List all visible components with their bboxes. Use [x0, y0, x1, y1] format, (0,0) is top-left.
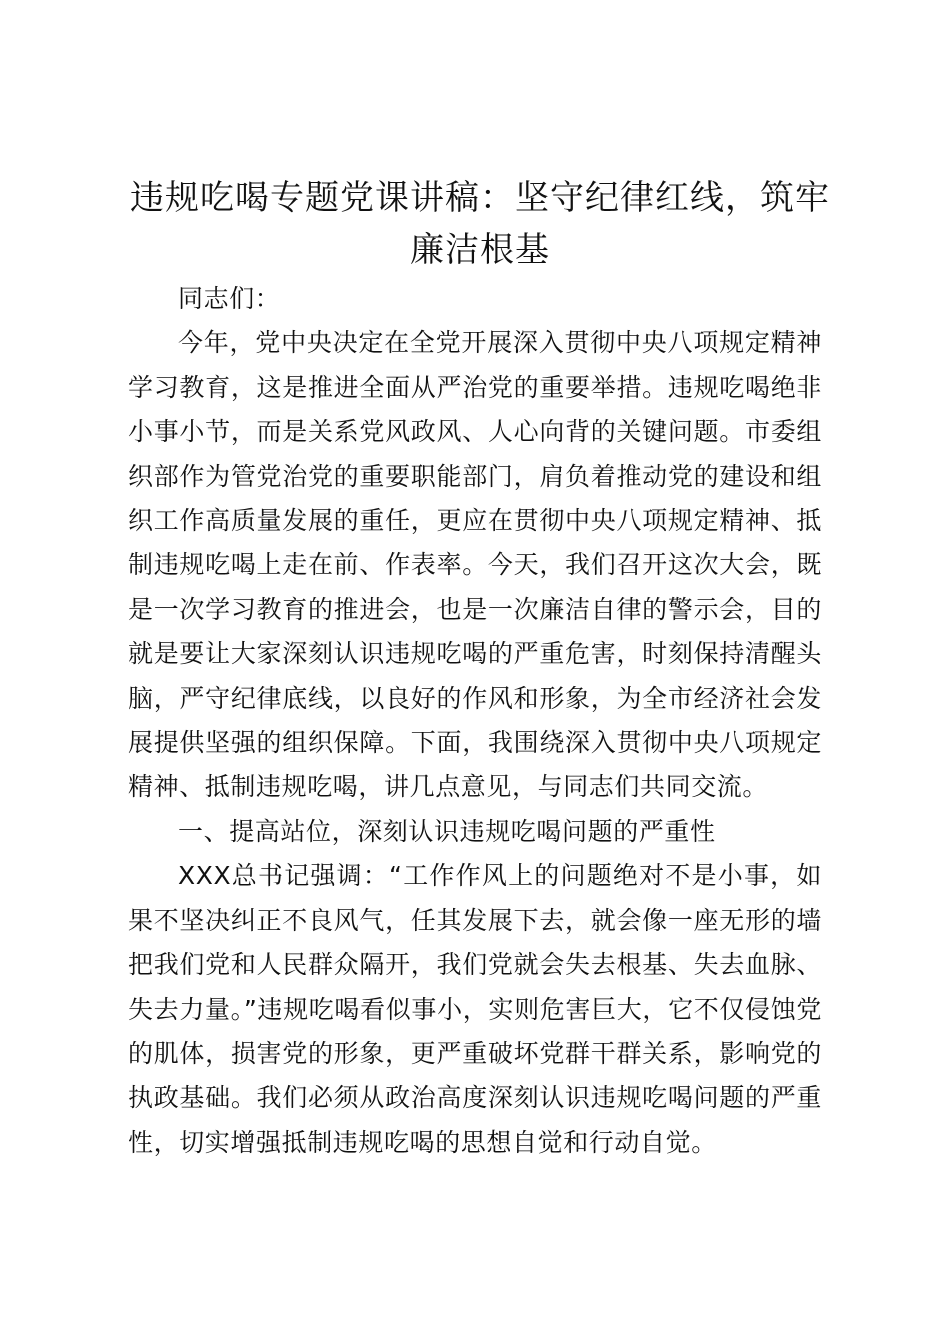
section-heading: 一、提高站位，深刻认识违规吃喝问题的严重性 [178, 816, 716, 846]
document-title: 违规吃喝专题党课讲稿：坚守纪律红线，筑牢廉洁根基 [130, 178, 830, 270]
salutation: 同志们： [178, 284, 281, 313]
section-paragraph: XXX总书记强调：“工作作风上的问题绝对不是小事，如果不坚决纠正不良风气，任其发展下去，就会像一座无形的墙把我们党和人民群众隔开，我们党就会失去根基、失去血脉、失去力量。”违规吃喝看似事小，实则危害巨大，它不仅侵蚀党的肌体，损害党的形象，更严重破坏党群干群关系，影响党的执政基础。我们必须从政治高度深刻认识违规吃喝问题的严重性，切实增强抵制违规吃喝的思想自觉和行动自觉。 [128, 861, 822, 1157]
intro-paragraph: 今年，党中央决定在全党开展深入贯彻中央八项规定精神学习教育，这是推进全面从严治党的重要举措。违规吃喝绝非小事小节，而是关系党风政风、人心向背的关键问题。市委组织部作为管党治党的重要职能部门，肩负着推动党的建设和组织工作高质量发展的重任，更应在贯彻中央八项规定精神、抵制违规吃喝上走在前、作表率。今天，我们召开这次大会，既是一次学习教育的推进会，也是一次廉洁自律的警示会，目的就是要让大家深刻认识违规吃喝的严重危害，时刻保持清醒头脑，严守纪律底线，以良好的作风和形象，为全市经济社会发展提供坚强的组织保障。下面，我围绕深入贯彻中央八项规定精神、抵制违规吃喝，讲几点意见，与同志们共同交流。 [128, 328, 822, 802]
document-body [128, 277, 822, 1165]
